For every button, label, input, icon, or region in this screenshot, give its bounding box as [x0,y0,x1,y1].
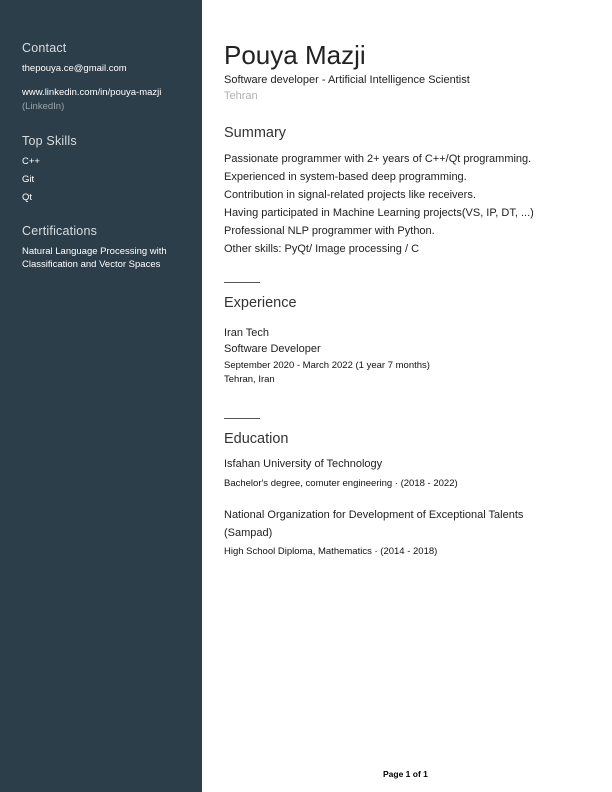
summary-line: Professional NLP programmer with Python. [224,225,435,237]
school-name: Isfahan University of Technology [224,458,383,470]
summary-heading: Summary [224,125,287,141]
section-divider [224,418,260,419]
person-name: Pouya Mazji [224,40,366,70]
degree-detail: Bachelor's degree, comuter engineering · (2018 - 2022) [224,478,458,489]
summary-line: Other skills: PyQt/ Image processing / C [224,243,420,255]
certification-line: Classification and Vector Spaces [22,259,161,270]
skills-heading: Top Skills [22,134,77,148]
education-heading: Education [224,431,289,447]
job-location: Tehran, Iran [224,374,275,385]
skill-item: C++ [22,156,40,167]
section-divider [224,282,260,283]
summary-line: Passionate programmer with 2+ years of C++/Qt programming. [224,153,532,165]
certification-line: Natural Language Processing with [22,246,167,257]
summary-line: Having participated in Machine Learning projects(VS, IP, DT, ...) [224,207,534,219]
location: Tehran [224,90,258,102]
summary-line: Contribution in signal-related projects like receivers. [224,189,476,201]
linkedin-link[interactable]: www.linkedin.com/in/pouya-mazji [22,87,162,98]
contact-heading: Contact [22,41,67,55]
skill-item: Qt [22,192,33,203]
degree-detail: High School Diploma, Mathematics · (2014 - 2018) [224,546,438,557]
summary-line: Experienced in system-based deep programming. [224,171,467,183]
job-title: Software Developer [224,343,321,355]
headline: Software developer - Artificial Intelligence Scientist [224,74,470,86]
school-name-continued: (Sampad) [224,527,273,539]
sidebar [0,0,202,792]
linkedin-label: (LinkedIn) [22,101,65,112]
skill-item: Git [22,174,35,185]
experience-heading: Experience [224,295,297,311]
school-name: National Organization for Development of Exceptional Talents [224,509,524,521]
certifications-heading: Certifications [22,224,98,238]
email-link[interactable]: thepouya.ce@gmail.com [22,63,127,74]
job-dates: September 2020 - March 2022 (1 year 7 months) [224,360,430,371]
page-number: Page 1 of 1 [383,769,428,779]
company-name: Iran Tech [224,327,270,339]
